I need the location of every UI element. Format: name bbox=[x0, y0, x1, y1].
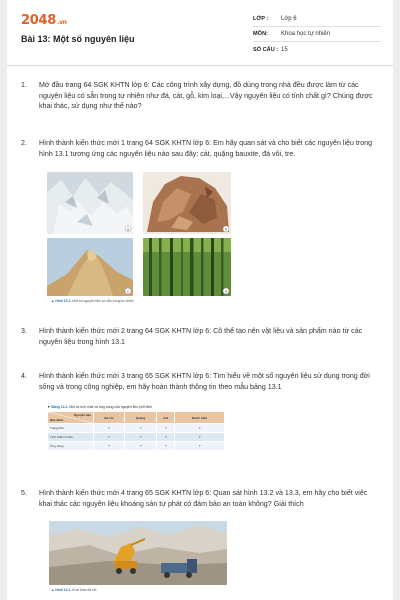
logo-text: 2048 bbox=[21, 13, 56, 28]
question-text: Hình thành kiến thức mới 4 trang 65 SGK KHTN lớp 6: Quan sát hình 13.2 và 13.3, em hãy cho biết việc khai thác các nguyên liệu khoáng sản tự phát có đảm bảo an toàn không? Giải thích bbox=[39, 489, 368, 508]
badge-d: d bbox=[225, 289, 227, 294]
column-header: Nước biển bbox=[175, 412, 225, 424]
question-number: 3. bbox=[21, 327, 27, 335]
table-corner-header bbox=[48, 412, 94, 424]
question-number: 1. bbox=[21, 81, 27, 89]
quarry-photo bbox=[49, 521, 227, 585]
meta-value: Khoa học tự nhiên bbox=[281, 31, 331, 37]
caption-text: Khai thác đá vôi bbox=[72, 588, 97, 592]
bauxite-photo bbox=[143, 172, 231, 234]
meta-value: Lớp 6 bbox=[281, 16, 297, 22]
meta-row-count bbox=[253, 42, 381, 57]
caption-label: Hình 13.1. bbox=[55, 299, 72, 303]
table-title: ▼ Bảng 13.1. Một số tính chất và ứng dụng của nguyên liệu phổ biến bbox=[47, 405, 152, 409]
table-cell: ? bbox=[157, 433, 175, 442]
figure-13-2 bbox=[47, 519, 229, 600]
badge-c: c bbox=[127, 289, 129, 294]
question-5 bbox=[21, 488, 381, 509]
table-cell: ? bbox=[94, 433, 125, 442]
table-cell: ? bbox=[124, 442, 156, 451]
question-4 bbox=[21, 371, 381, 392]
meta-value: 15 bbox=[281, 46, 288, 53]
caption-label: Hình 13.2. bbox=[55, 588, 72, 592]
row-label: Trạng thái bbox=[48, 424, 94, 433]
table-cell: ? bbox=[157, 424, 175, 433]
meta-label: MÔN: bbox=[253, 31, 268, 37]
caption-text: Một số nguyên liệu có sẵn trong tự nhiên bbox=[72, 299, 134, 303]
table-cell: ? bbox=[124, 424, 156, 433]
properties-table bbox=[47, 411, 225, 451]
table-row bbox=[48, 442, 225, 451]
site-logo[interactable] bbox=[21, 13, 67, 28]
table-13-1 bbox=[47, 405, 225, 451]
table-cell: ? bbox=[94, 424, 125, 433]
question-text: Mở đầu trang 64 SGK KHTN lớp 6: Các công trình xây dựng, đồ dùng trong nhà đều được làm từ các nguyên liệu có sẵn trong tự nhiên như đá, cát, gỗ, kim loại,...Vậy nguyên liệu có tính chất gì? Chúng được khai thác, sử dụng như thế nào? bbox=[39, 81, 373, 111]
table-title-text: Một số tính chất và ứng dụng của nguyên liệu phổ biến bbox=[69, 405, 152, 409]
meta-label: LỚP : bbox=[253, 16, 269, 22]
column-header: Đá vôi bbox=[94, 412, 125, 424]
limestone-photo bbox=[47, 172, 133, 234]
table-row bbox=[48, 433, 225, 442]
column-header: Cát bbox=[157, 412, 175, 424]
table-row bbox=[48, 424, 225, 433]
question-3 bbox=[21, 326, 381, 347]
logo-suffix: .vn bbox=[56, 19, 67, 26]
row-label: Tính chất cơ bản bbox=[48, 433, 94, 442]
header-bottom: Đặc điểm bbox=[50, 418, 64, 422]
figure-13-1-caption: ▲ Hình 13.1. Một số nguyên liệu có sẵn trong tự nhiên bbox=[51, 299, 134, 303]
figure-13-1 bbox=[45, 170, 233, 308]
table-cell: ? bbox=[175, 442, 225, 451]
table-cell: ? bbox=[175, 433, 225, 442]
table-title-label: Bảng 13.1. bbox=[51, 405, 69, 409]
page-title: Bài 13: Một số nguyên liệu bbox=[21, 34, 135, 44]
sand-photo bbox=[47, 238, 133, 296]
table-cell: ? bbox=[124, 433, 156, 442]
meta-row-class bbox=[253, 12, 381, 27]
question-number: 5. bbox=[21, 489, 27, 497]
question-text: Hình thành kiến thức mới 2 trang 64 SGK KHTN lớp 6: Cô thể tạo nên vật liệu và sản phẩm nào từ các nguyên liệu trong hình 13.1 bbox=[39, 327, 363, 346]
meta-row-subject bbox=[253, 27, 381, 42]
worksheet-page bbox=[7, 0, 393, 600]
table-cell: ? bbox=[94, 442, 125, 451]
bamboo-photo bbox=[143, 238, 231, 296]
row-label: Ứng dụng bbox=[48, 442, 94, 451]
question-text: Hình thành kiến thức mới 3 trang 65 SGK KHTN lớp 6: Tìm hiểu về một số nguyên liệu sử dụng trong đời sống và trong công nghiệp, em hãy hoàn thành thông tin theo mẫu bảng 13.1 bbox=[39, 372, 370, 391]
column-header: Quặng bbox=[124, 412, 156, 424]
question-2 bbox=[21, 138, 381, 159]
header-top: Nguyên liệu bbox=[73, 413, 91, 417]
table-cell: ? bbox=[157, 442, 175, 451]
question-number: 4. bbox=[21, 372, 27, 380]
badge-a: a bbox=[127, 227, 129, 232]
worksheet-header bbox=[7, 0, 393, 66]
meta-label: SỐ CÂU : bbox=[253, 46, 279, 53]
question-number: 2. bbox=[21, 139, 27, 147]
table-cell: ? bbox=[175, 424, 225, 433]
meta-table bbox=[253, 12, 381, 57]
figure-13-2-caption: ▲ Hình 13.2. Khai thác đá vôi bbox=[51, 588, 97, 592]
question-text: Hình thành kiến thức mới 1 trang 64 SGK KHTN lớp 6: Em hãy quan sát và cho biết các nguyên liệu trong hình 13.1 tương ứng các nguyên liệu nào sau đây: cát, quặng bauxite, đá vôi, tre. bbox=[39, 139, 373, 158]
badge-b: b bbox=[225, 227, 227, 232]
question-1 bbox=[21, 80, 381, 112]
